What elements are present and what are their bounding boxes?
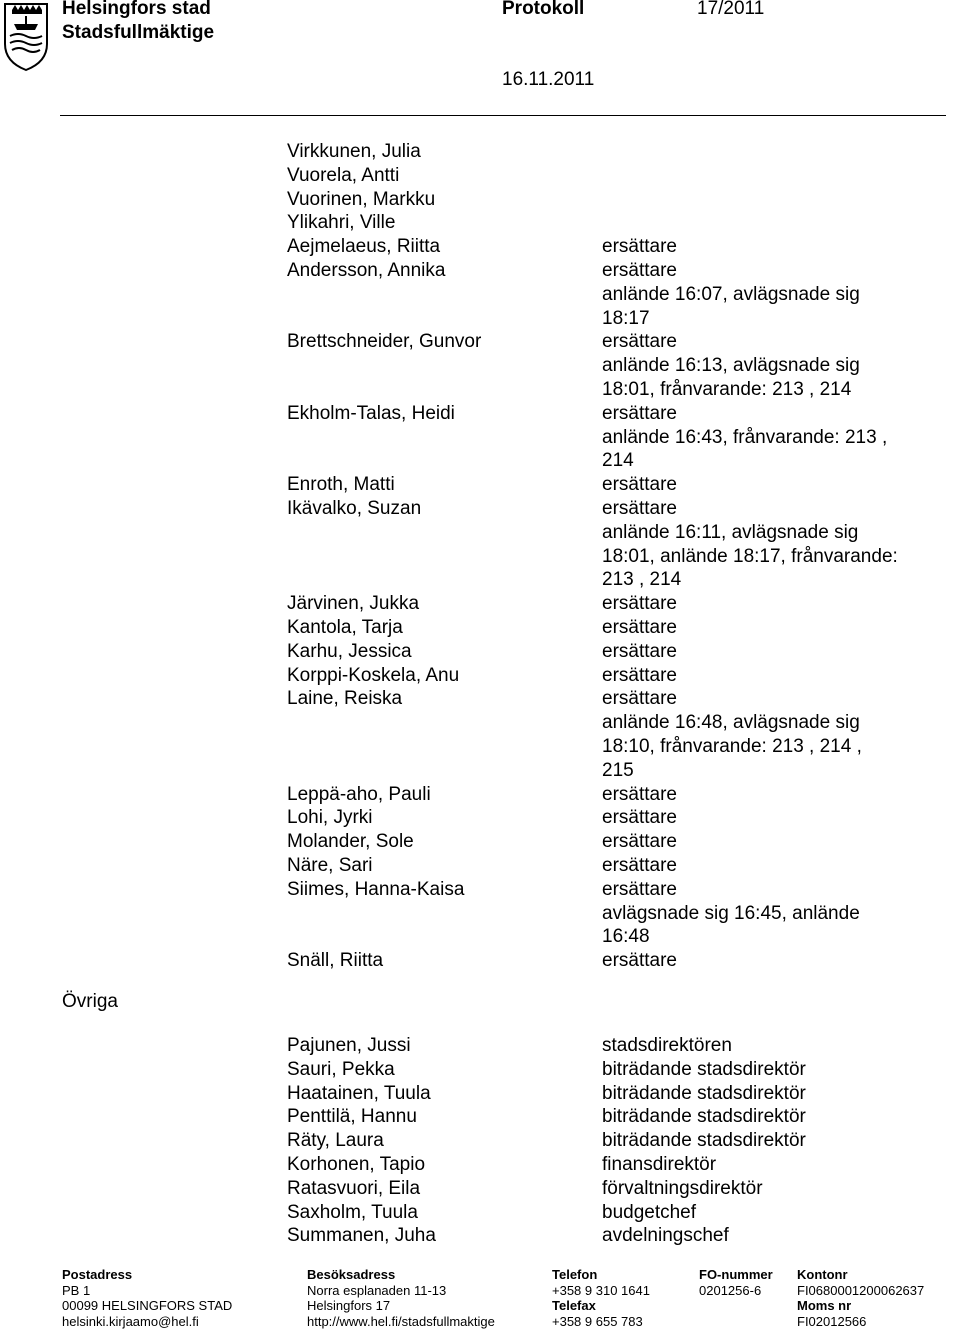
member-name: Molander, Sole [287, 831, 414, 853]
footer-heading: Telefax [552, 1298, 596, 1313]
footer-phone [552, 1267, 650, 1329]
footer-fax-value: +358 9 655 783 [552, 1313, 643, 1329]
member-name: Vuorinen, Markku [287, 188, 436, 210]
member-name: Korppi-Koskela, Anu [287, 664, 460, 686]
official-title: stadsdirektören [602, 1035, 732, 1056]
member-name: Karhu, Jessica [287, 640, 412, 662]
footer-heading: Postadress [62, 1267, 133, 1282]
footer-line: 00099 HELSINGFORS STAD [62, 1298, 233, 1313]
attendance-note: 18:17 [602, 307, 650, 329]
member-role-notes [602, 640, 932, 664]
member-name: Siimes, Hanna-Kaisa [287, 878, 465, 900]
attendance-note: anlände 16:48, avlägsnade sig [602, 712, 860, 734]
official-name: Summanen, Juha [287, 1225, 436, 1247]
member-role: ersättare [602, 688, 677, 710]
member-role: ersättare [602, 260, 677, 281]
footer-email-link[interactable]: helsinki.kirjaamo@hel.fi [62, 1313, 199, 1329]
footer-line: PB 1 [62, 1282, 91, 1298]
member-role-notes [602, 259, 932, 330]
member-role: ersättare [602, 783, 677, 805]
footer-account [797, 1267, 924, 1329]
member-name: Kantola, Tarja [287, 617, 403, 638]
member-role-notes [602, 854, 932, 878]
footer-business-id-value: 0201256-6 [699, 1282, 762, 1298]
city-crest-logo [2, 2, 50, 72]
member-role-notes [602, 878, 932, 949]
member-role: ersättare [602, 236, 677, 258]
member-name: Ylikahri, Ville [287, 212, 396, 234]
footer-web-link[interactable]: http://www.hel.fi/stadsfullmaktige [307, 1313, 495, 1329]
attendance-note: anlände 16:07, avlägsnade sig [602, 283, 860, 305]
member-name: Lohi, Jyrki [287, 807, 373, 829]
member-name: Enroth, Matti [287, 474, 395, 496]
official-title: finansdirektör [602, 1154, 717, 1175]
footer-heading: Telefon [552, 1267, 598, 1282]
header-divider [60, 115, 946, 116]
member-role-notes [602, 402, 932, 473]
document-number: 17/2011 [697, 0, 765, 19]
footer-heading: Moms nr [797, 1298, 852, 1313]
attendance-note: 18:01, frånvarande: 213 , 214 [602, 378, 852, 400]
footer-line: Helsingfors 17 [307, 1298, 391, 1313]
member-name: Virkkunen, Julia [287, 141, 421, 162]
member-role: ersättare [602, 331, 677, 353]
member-role: ersättare [602, 498, 677, 519]
document-type: Protokoll [502, 0, 585, 19]
footer-business-id [699, 1267, 773, 1298]
footer-line: Norra esplanaden 11-13 [307, 1282, 447, 1298]
member-role-notes [602, 830, 932, 854]
member-role: ersättare [602, 831, 677, 853]
member-role-notes [602, 806, 932, 830]
footer-heading: Besöksadress [307, 1267, 396, 1282]
attendance-note: 213 , 214 [602, 569, 682, 591]
member-role-notes [602, 235, 932, 259]
member-role-notes [602, 592, 932, 616]
member-name: Ekholm-Talas, Heidi [287, 402, 455, 424]
member-role: ersättare [602, 402, 677, 424]
member-name: Näre, Sari [287, 855, 373, 876]
member-name: Laine, Reiska [287, 688, 403, 710]
footer-heading: FO-nummer [699, 1267, 773, 1282]
member-name: Brettschneider, Gunvor [287, 331, 482, 353]
member-role-notes [602, 687, 932, 782]
attendance-note: anlände 16:43, frånvarande: 213 , [602, 426, 888, 448]
organization-name: Helsingfors stad [62, 0, 211, 19]
attendance-note: avlägsnade sig 16:45, anlände [602, 902, 860, 924]
member-role: ersättare [602, 664, 677, 686]
member-role-notes [602, 783, 932, 807]
body-name: Stadsfullmäktige [62, 22, 215, 43]
official-name: Ratasvuori, Eila [287, 1177, 421, 1199]
official-name: Korhonen, Tapio [287, 1154, 426, 1175]
official-name: Penttilä, Hannu [287, 1106, 417, 1128]
official-title: biträdande stadsdirektör [602, 1058, 806, 1080]
official-name: Saxholm, Tuula [287, 1201, 418, 1223]
official-title: biträdande stadsdirektör [602, 1106, 806, 1128]
official-name: Pajunen, Jussi [287, 1035, 411, 1056]
member-name: Andersson, Annika [287, 260, 446, 281]
member-name: Snäll, Riitta [287, 950, 384, 972]
member-role-notes [602, 330, 932, 401]
official-name: Sauri, Pekka [287, 1058, 395, 1080]
member-role: ersättare [602, 807, 677, 829]
member-name: Vuorela, Antti [287, 164, 400, 186]
member-role-notes [602, 949, 932, 973]
footer-vat-value: FI02012566 [797, 1313, 867, 1329]
meeting-date: 16.11.2011 [502, 69, 595, 90]
footer-phone-value: +358 9 310 1641 [552, 1282, 650, 1298]
footer-postal-address [62, 1267, 232, 1329]
footer-visiting-address [307, 1267, 495, 1329]
member-role-notes [602, 497, 932, 592]
official-title: biträdande stadsdirektör [602, 1082, 806, 1104]
official-title: förvaltningsdirektör [602, 1177, 763, 1199]
footer-heading: Kontonr [797, 1267, 848, 1282]
member-name: Aejmelaeus, Riitta [287, 236, 441, 258]
member-role: ersättare [602, 593, 677, 615]
official-title: avdelningschef [602, 1225, 729, 1247]
attendance-note: 215 [602, 759, 634, 781]
member-name: Ikävalko, Suzan [287, 498, 422, 519]
member-role: ersättare [602, 878, 677, 900]
official-title: biträdande stadsdirektör [602, 1130, 806, 1152]
footer-account-value: FI0680001200062637 [797, 1282, 925, 1298]
member-name: Leppä-aho, Pauli [287, 783, 431, 805]
member-name: Järvinen, Jukka [287, 593, 420, 615]
member-role: ersättare [602, 617, 677, 638]
member-role-notes [602, 616, 932, 640]
attendance-note: anlände 16:11, avlägsnade sig [602, 521, 859, 543]
member-role: ersättare [602, 640, 677, 662]
member-role-notes [602, 664, 932, 688]
member-role: ersättare [602, 474, 677, 496]
others-section-label: Övriga [62, 991, 118, 1012]
member-role: ersättare [602, 855, 677, 876]
attendance-note: 18:10, frånvarande: 213 , 214 , [602, 735, 862, 757]
member-role: ersättare [602, 950, 677, 972]
attendance-note: 214 [602, 450, 634, 472]
official-title: budgetchef [602, 1201, 697, 1223]
member-role-notes [602, 473, 932, 497]
official-name: Räty, Laura [287, 1130, 384, 1152]
attendance-note: 18:01, anlände 18:17, frånvarande: [602, 545, 898, 567]
attendance-note: anlände 16:13, avlägsnade sig [602, 355, 860, 377]
attendance-note: 16:48 [602, 926, 650, 948]
official-name: Haatainen, Tuula [287, 1082, 431, 1104]
